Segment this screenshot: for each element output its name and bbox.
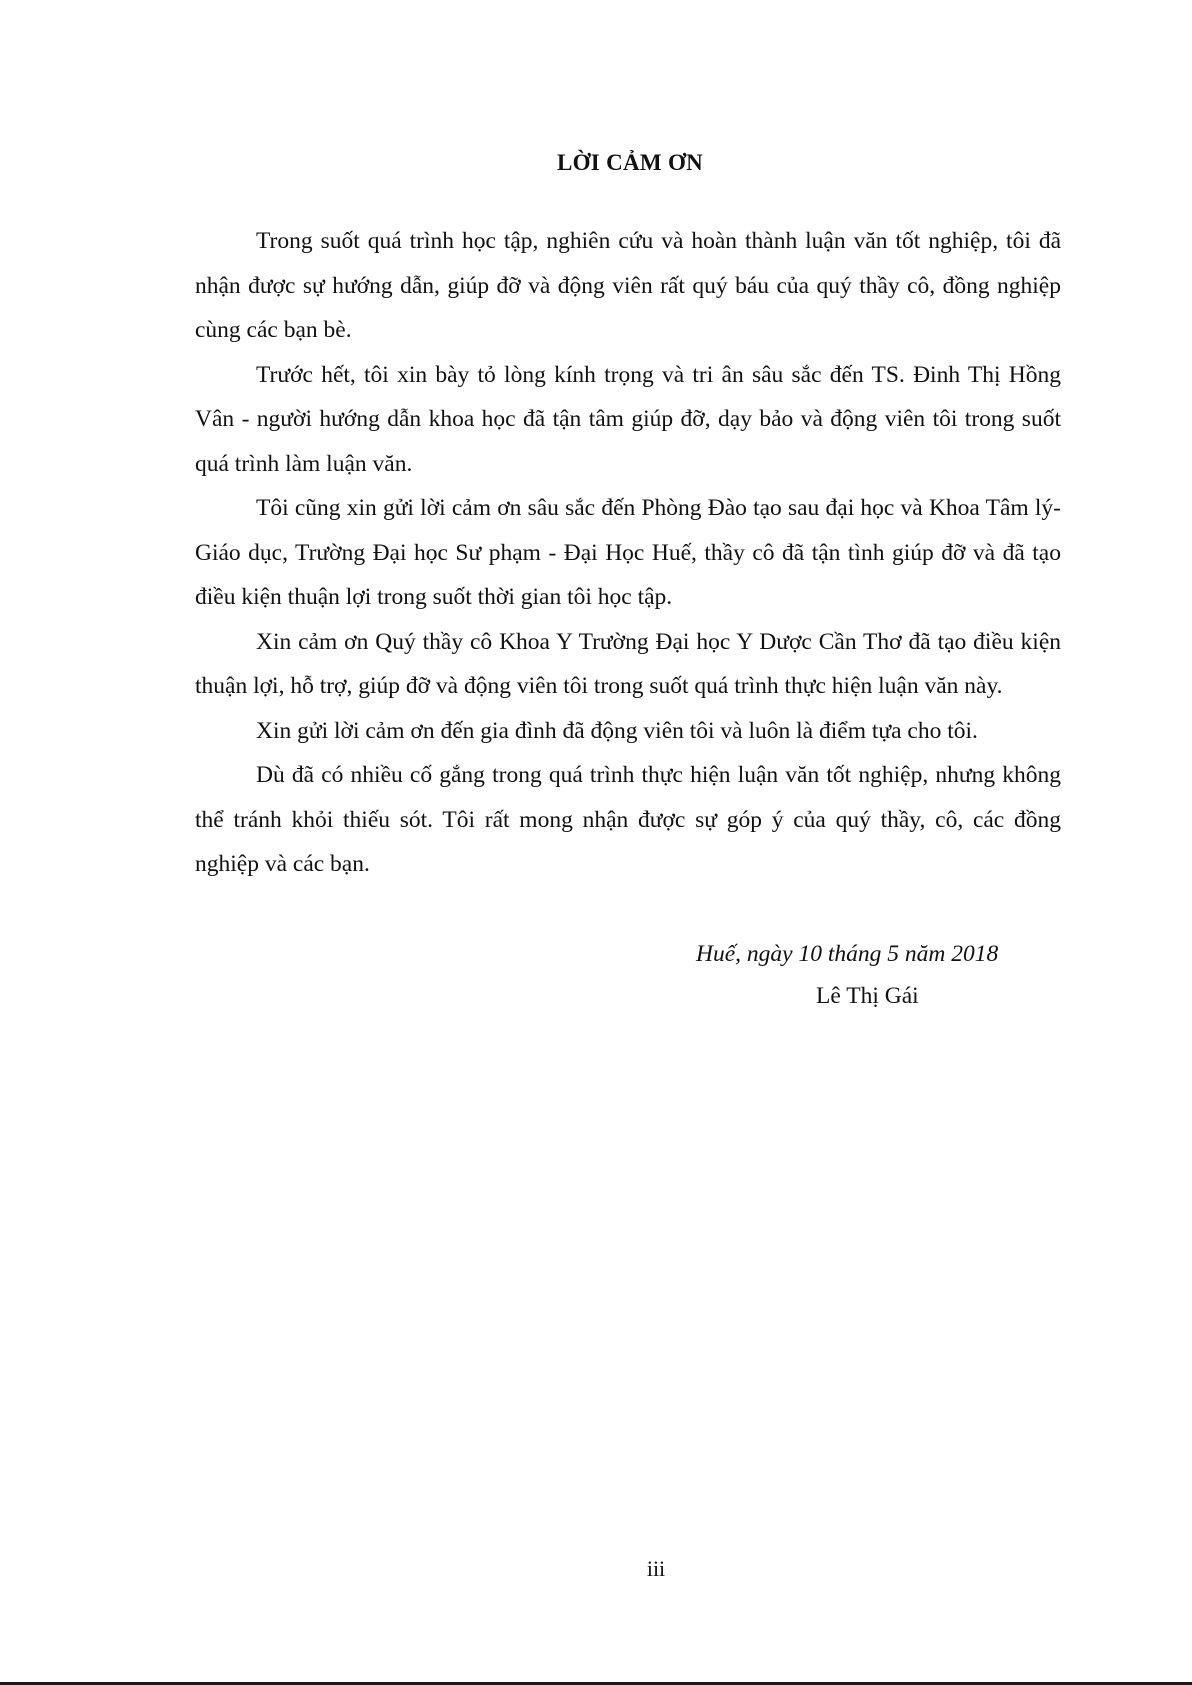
page-number: iii [646, 1556, 666, 1581]
paragraph-1: Trong suốt quá trình học tập, nghiên cứu và hoàn thành luận văn tốt nghiệp, tôi đã nhận được sự hướng dẫn, giúp đỡ và động viên rất quý báu của quý thầy cô, đồng nghiệp cùng các bạn bè. [195, 228, 1061, 343]
paragraph-2: Trước hết, tôi xin bày tỏ lòng kính trọng và tri ân sâu sắc đến TS. Đinh Thị Hồng Vân - người hướng dẫn khoa học đã tận tâm giúp đỡ, dạy bảo và động viên tôi trong suốt quá trình làm luận văn. [195, 361, 1061, 477]
paragraph-4: Xin cảm ơn Quý thầy cô Khoa Y Trường Đại học Y Dược Cần Thơ đã tạo điều kiện thuận lợi, hỗ trợ, giúp đỡ và động viên tôi trong suốt quá trình thực hiện luận văn này. [195, 628, 1061, 699]
signature-author: Lê Thị Gái [816, 983, 919, 1009]
paragraph-3: Tôi cũng xin gửi lời cảm ơn sâu sắc đến Phòng Đào tạo sau đại học và Khoa Tâm lý- Giáo dục, Trường Đại học Sư phạm - Đại Học Huế, thầy cô đã tận tình giúp đỡ và đã tạo điều kiện thuận lợi trong suốt thời gian tôi học tập. [195, 495, 1061, 610]
page-title: LỜI CẢM ƠN [556, 150, 704, 175]
paragraph-5: Xin gửi lời cảm ơn đến gia đình đã động viên tôi và luôn là điểm tựa cho tôi. [256, 717, 978, 744]
paragraph-6: Dù đã có nhiều cố gắng trong quá trình thực hiện luận văn tốt nghiệp, nhưng không thể tránh khỏi thiếu sót. Tôi rất mong nhận được sự góp ý của quý thầy, cô, các đồng nghiệp và các bạn. [195, 762, 1061, 877]
signature-place-date: Huế, ngày 10 tháng 5 năm 2018 [696, 941, 999, 967]
acknowledgement-body [195, 219, 1061, 887]
